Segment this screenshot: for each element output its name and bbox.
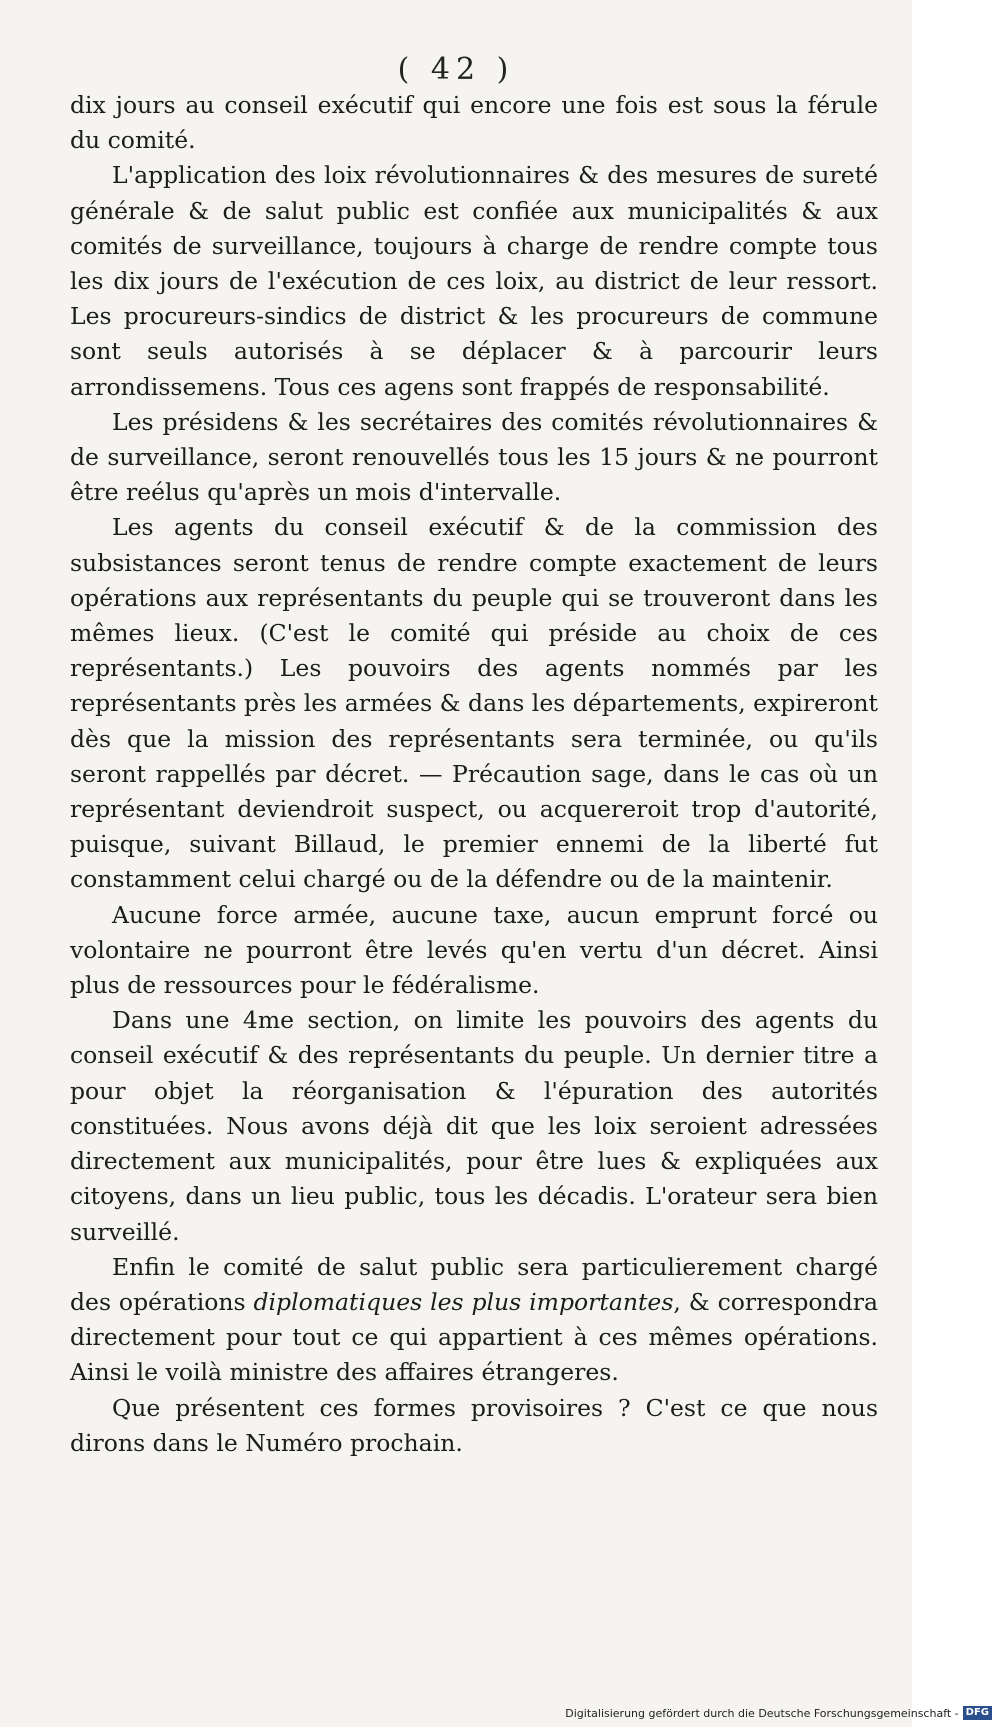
body-text — [70, 88, 878, 1461]
paragraph-7-italic: diplomatiques les plus importantes — [253, 1287, 674, 1316]
paragraph-7-end: , & correspondra directement pour tout ce qui appartient à ces mêmes opérations. Ainsi le voilà ministre des affaires étrangeres. — [70, 1287, 878, 1387]
paragraph-8: Que présentent ces formes provisoires ? C'est ce que nous dirons dans le Numéro prochain. — [70, 1393, 878, 1457]
page-number: ( 42 ) — [397, 52, 515, 87]
footer-credit: Digitalisierung gefördert durch die Deutsche Forschungsgemeinschaft - — [565, 1706, 959, 1720]
paragraph-3: Les présidens & les secrétaires des comités révolutionnaires & de surveillance, seront renouvellés tous les 15 jours & ne pourront être reélus qu'après un mois d'intervalle. — [70, 407, 878, 507]
paragraph-4: Les agents du conseil exécutif & de la commission des subsistances seront tenus de rendre compte exactement de leurs opérations aux représentants du peuple qui se trouveront dans les mêmes lieux. (C'est le comité qui préside au choix de ces représentants.) Les pouvoirs des agents nommés par les représentants près les armées & dans les départements, expireront dès que la mission des représentants sera terminée, ou qu'ils seront rappellés par décret. — Précaution sage, dans le cas où un représentant deviendroit suspect, ou acquereroit trop d'autorité, puisque, suivant Billaud, le premier ennemi de la liberté fut constamment celui chargé ou de la défendre ou de la maintenir. — [70, 513, 878, 894]
paragraph-2: L'application des loix révolutionnaires & des mesures de sureté générale & de salut public est confiée aux municipalités & aux comités de surveillance, toujours à charge de rendre compte tous les dix jours de l'exécution de ces loix, au district de leur ressort. Les procureurs-sindics de district & les procureurs de commune sont seuls autorisés à se déplacer & à parcourir leurs arrondissemens. Tous ces agens sont frappés de responsabilité. — [70, 161, 878, 401]
paragraph-7 — [70, 1250, 878, 1391]
paragraph-1: dix jours au conseil exécutif qui encore une fois est sous la férule du comité. — [70, 91, 878, 155]
paragraph-5: Aucune force armée, aucune taxe, aucun emprunt forcé ou volontaire ne pourront être levés qu'en vertu d'un décret. Ainsi plus de ressources pour le fédéralisme. — [70, 900, 878, 1000]
paragraph-6: Dans une 4me section, on limite les pouvoirs des agents du conseil exécutif & des représentants du peuple. Un dernier titre a pour objet la réorganisation & l'épuration des autorités constituées. Nous avons déjà dit que les loix seroient adressées directement aux municipalités, pour être lues & expliquées aux citoyens, dans un lieu public, tous les décadis. L'orateur sera bien surveillé. — [70, 1006, 878, 1246]
paragraph-7-start: Enfin le comité de salut public sera particulierement chargé des opérations — [70, 1252, 878, 1316]
digitization-footer — [565, 1706, 992, 1720]
dfg-logo: DFG — [963, 1706, 992, 1720]
